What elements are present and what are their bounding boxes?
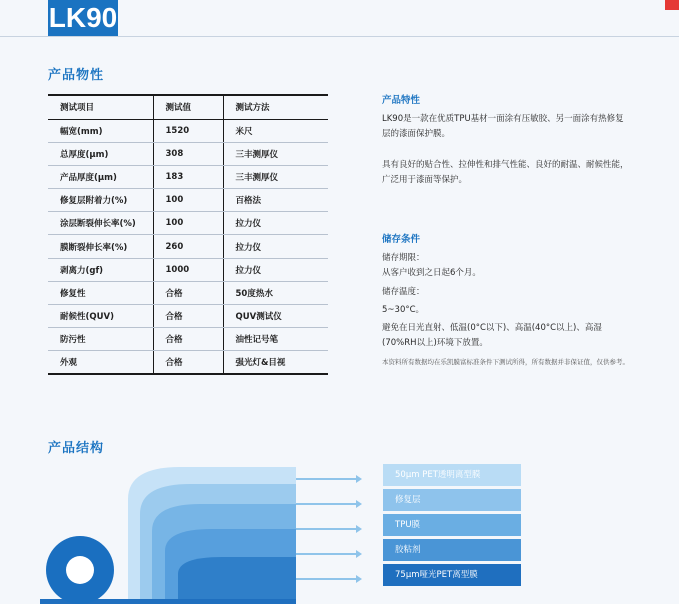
cell-item: 修复层附着力(%)	[48, 189, 153, 212]
arrow-layer-3	[296, 528, 358, 530]
table-row	[48, 258, 328, 281]
arrow-layer-1	[296, 478, 358, 480]
cell-method: QUV测试仪	[223, 305, 328, 328]
cell-item: 总厚度(μm)	[48, 142, 153, 165]
layer-label-matte-pet: 75μm哑光PET离型膜	[383, 564, 521, 586]
features-benefits: 具有良好的贴合性、拉伸性和排气性能、良好的耐温、耐候性能，广泛用于漆面等保护。	[382, 160, 629, 185]
cell-value: 183	[153, 165, 223, 188]
cell-value: 100	[153, 212, 223, 235]
cell-value: 100	[153, 189, 223, 212]
corner-mark	[665, 0, 679, 10]
roll-core-icon	[66, 556, 94, 584]
table-row	[48, 212, 328, 235]
storage-period-label: 储存期限：	[382, 253, 425, 263]
table-row	[48, 142, 328, 165]
storage-avoid-note: 避免在日光直射、低温(0°C以下)、高温(40°C以上)、高湿(70%RH以上)环境下放置。	[382, 323, 602, 348]
properties-table	[48, 94, 328, 375]
cell-item: 耐候性(QUV)	[48, 305, 153, 328]
table-row	[48, 189, 328, 212]
cell-item: 剥离力(gf)	[48, 258, 153, 281]
cell-item: 外观	[48, 351, 153, 374]
structure-title: 产品结构	[48, 441, 105, 456]
cell-method: 强光灯&目视	[223, 351, 328, 374]
table-row	[48, 305, 328, 328]
cell-value: 1000	[153, 258, 223, 281]
cell-item: 膜断裂伸长率(%)	[48, 235, 153, 258]
arrow-layer-4	[296, 553, 358, 555]
cell-value: 260	[153, 235, 223, 258]
arrow-layer-2	[296, 503, 358, 505]
cell-value: 308	[153, 142, 223, 165]
cell-item: 涂层断裂伸长率(%)	[48, 212, 153, 235]
arrow-layer-5	[296, 578, 358, 580]
table-row	[48, 351, 328, 374]
cell-item: 产品厚度(μm)	[48, 165, 153, 188]
layer-shape-matte-pet	[178, 557, 296, 604]
storage-title: 储存条件	[382, 234, 421, 245]
column-header-method: 测试方法	[223, 95, 328, 119]
product-logo: LK90	[48, 0, 118, 36]
disclaimer-note: 本资料所有数据均在乐凯膜富标准条件下测试所得，所有数据并非保证值，仅供参考。	[382, 358, 629, 366]
table-row	[48, 281, 328, 304]
properties-title: 产品物性	[48, 68, 105, 83]
cell-method: 拉力仪	[223, 258, 328, 281]
cell-value: 合格	[153, 328, 223, 351]
cell-method: 拉力仪	[223, 235, 328, 258]
cell-method: 50度热水	[223, 281, 328, 304]
cell-item: 修复性	[48, 281, 153, 304]
structure-illustration	[0, 459, 300, 604]
table-row	[48, 328, 328, 351]
cell-item: 防污性	[48, 328, 153, 351]
column-header-item: 测试项目	[48, 95, 153, 119]
cell-value: 1520	[153, 119, 223, 142]
cell-value: 合格	[153, 351, 223, 374]
cell-method: 米尺	[223, 119, 328, 142]
features-title: 产品特性	[382, 95, 421, 106]
cell-method: 三丰测厚仪	[223, 142, 328, 165]
cell-method: 拉力仪	[223, 212, 328, 235]
table-header-row	[48, 95, 328, 119]
cell-method: 百格法	[223, 189, 328, 212]
header-divider	[0, 36, 679, 37]
storage-temp-value: 5~30°C。	[382, 305, 425, 315]
storage-period-value: 从客户收到之日起6个月。	[382, 268, 481, 278]
cell-value: 合格	[153, 281, 223, 304]
cell-value: 合格	[153, 305, 223, 328]
table-row	[48, 119, 328, 142]
column-header-value: 测试值	[153, 95, 223, 119]
table-row	[48, 165, 328, 188]
cell-method: 油性记号笔	[223, 328, 328, 351]
features-description: LK90是一款在优质TPU基材一面涂有压敏胶、另一面涂有热修复层的漆面保护膜。	[382, 114, 624, 139]
storage-section	[382, 232, 632, 368]
layer-label-pet-release: 50μm PET透明离型膜	[383, 464, 521, 486]
cell-method: 三丰测厚仪	[223, 165, 328, 188]
features-section	[382, 93, 632, 188]
table-row	[48, 235, 328, 258]
cell-item: 幅宽(mm)	[48, 119, 153, 142]
layer-label-adhesive: 胶粘剂	[383, 539, 521, 561]
storage-temp-label: 储存温度：	[382, 287, 425, 297]
layer-label-tpu: TPU膜	[383, 514, 521, 536]
layer-label-repair: 修复层	[383, 489, 521, 511]
